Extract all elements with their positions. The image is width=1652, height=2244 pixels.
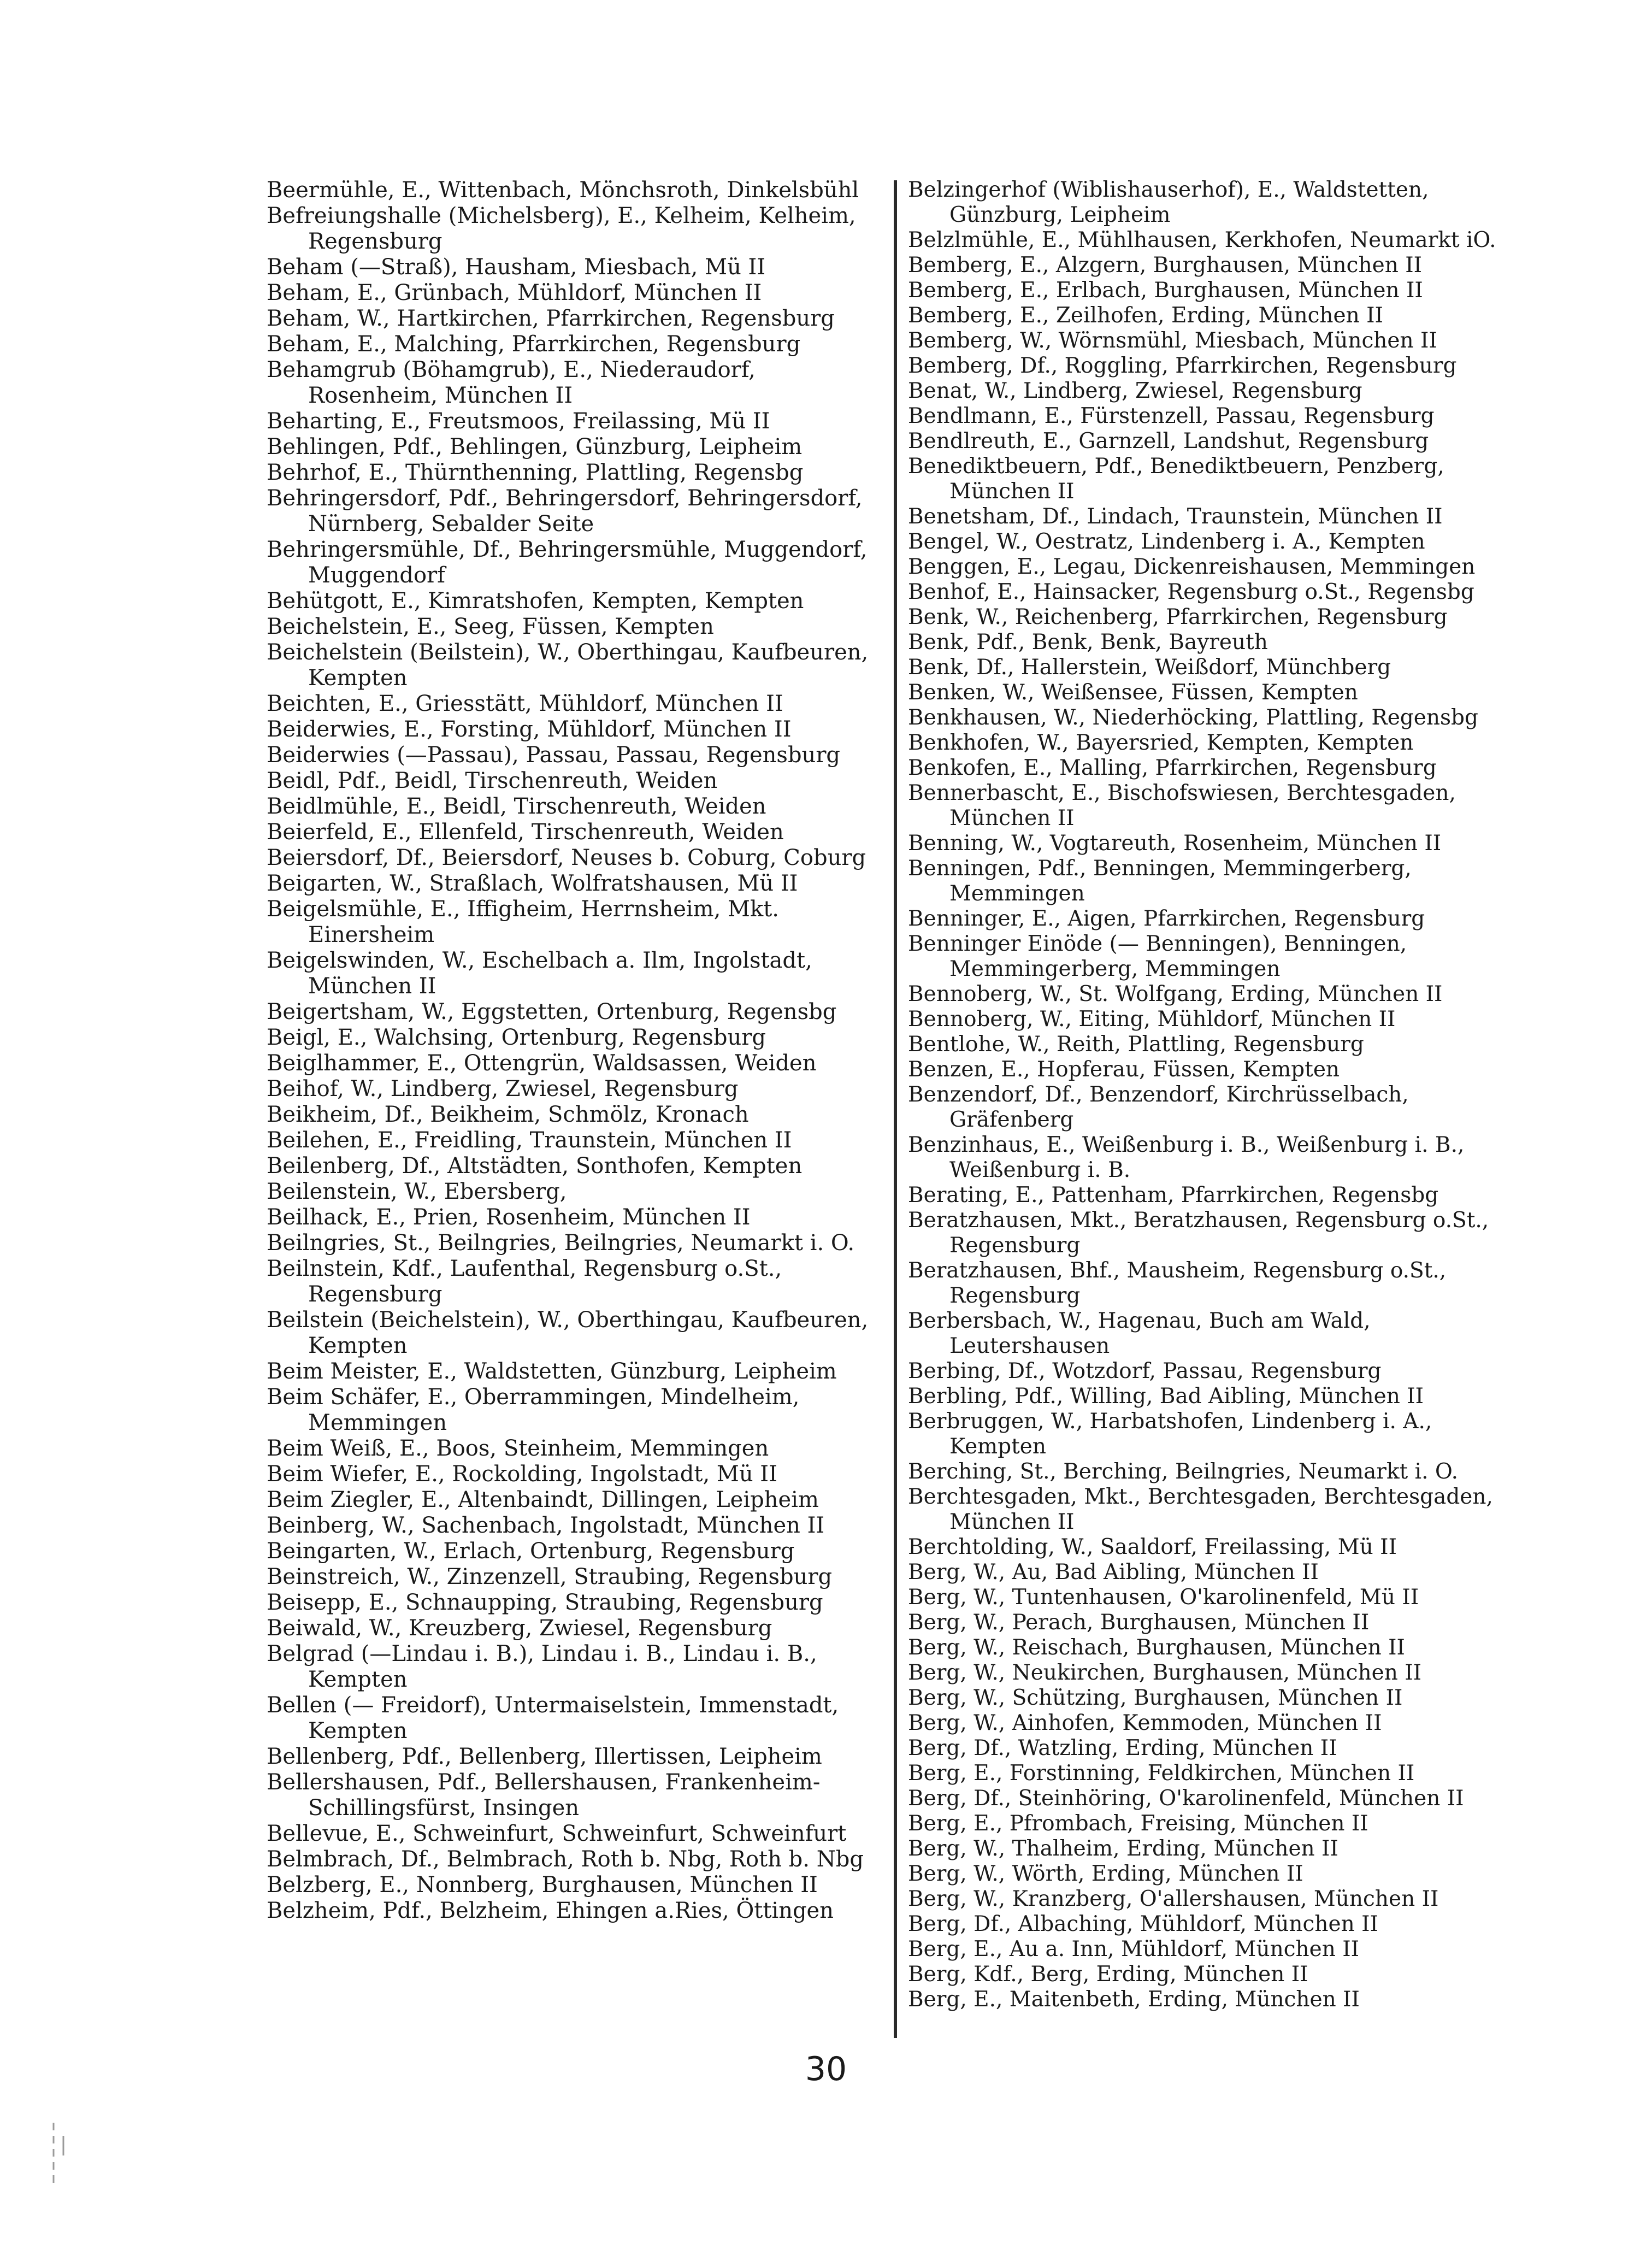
index-entry: Beilngries, St., Beilngries, Beilngries, Neumarkt i. O. xyxy=(267,1230,855,1256)
index-entry: Beinberg, W., Sachenbach, Ingolstadt, München II xyxy=(267,1513,825,1538)
index-entry: Berg, W., Ainhofen, Kemmoden, München II xyxy=(908,1711,1382,1735)
index-entry: Berbling, Pdf., Willing, Bad Aibling, München II xyxy=(908,1384,1424,1409)
index-entry: Bemberg, E., Alzgern, Burghausen, München II xyxy=(908,253,1423,278)
index-entry: Beiersdorf, Df., Beiersdorf, Neuses b. Coburg, Coburg xyxy=(267,845,866,870)
index-entry: Benningen, Pdf., Benningen, Memmingerberg, Memmingen xyxy=(908,856,1412,906)
index-entry: Berg, W., Tuntenhausen, O'karolinenfeld, Mü II xyxy=(908,1585,1419,1610)
index-entry: Benken, W., Weißensee, Füssen, Kempten xyxy=(908,680,1358,705)
index-entry: Beratzhausen, Bhf., Mausheim, Regensburg o.St., Regensburg xyxy=(908,1258,1447,1308)
index-entry: Beingarten, W., Erlach, Ortenburg, Regensburg xyxy=(267,1539,795,1564)
right-column xyxy=(908,178,1525,2012)
index-entry: Beigarten, W., Straßlach, Wolfratshausen, Mü II xyxy=(267,871,798,896)
column-divider xyxy=(894,180,897,2038)
index-entry: Beichelstein (Beilstein), W., Oberthingau, Kaufbeuren, Kempten xyxy=(267,640,869,691)
index-entry: Beidl, Pdf., Beidl, Tirschenreuth, Weiden xyxy=(267,768,718,793)
binding-marks xyxy=(50,2123,72,2183)
index-entry: Berg, E., Au a. Inn, Mühldorf, München II xyxy=(908,1937,1360,1962)
index-entry: Befreiungshalle (Michelsberg), E., Kelheim, Kelheim, Regensburg xyxy=(267,203,856,254)
index-entry: Berching, St., Berching, Beilngries, Neumarkt i. O. xyxy=(908,1459,1458,1484)
index-entry: Beham, W., Hartkirchen, Pfarrkirchen, Regensburg xyxy=(267,306,835,331)
index-entry: Berbersbach, W., Hagenau, Buch am Wald, Leutershausen xyxy=(908,1309,1371,1358)
index-entry: Beisepp, E., Schnaupping, Straubing, Regensburg xyxy=(267,1590,823,1615)
index-entry: Behringersmühle, Df., Behringersmühle, Muggendorf, Muggendorf xyxy=(267,537,868,588)
index-entry: Berg, W., Thalheim, Erding, München II xyxy=(908,1836,1338,1861)
index-entry: Berg, W., Neukirchen, Burghausen, München II xyxy=(908,1660,1422,1685)
index-entry: Belzingerhof (Wiblishauserhof), E., Waldstetten, Günzburg, Leipheim xyxy=(908,178,1429,227)
index-entry: Behütgott, E., Kimratshofen, Kempten, Kempten xyxy=(267,588,804,614)
index-entry: Bentlohe, W., Reith, Plattling, Regensburg xyxy=(908,1032,1364,1057)
index-entry: Berchtesgaden, Mkt., Berchtesgaden, Berchtesgaden, München II xyxy=(908,1485,1493,1534)
index-entry: Benediktbeuern, Pdf., Benediktbeuern, Penzberg, München II xyxy=(908,454,1444,504)
index-entry: Bennerbascht, E., Bischofswiesen, Berchtesgaden, München II xyxy=(908,781,1456,831)
index-entry: Behringersdorf, Pdf., Behringersdorf, Behringersdorf, Nürnberg, Sebalder Seite xyxy=(267,486,863,537)
index-entry: Benzen, E., Hopferau, Füssen, Kempten xyxy=(908,1057,1340,1082)
left-column xyxy=(267,178,880,1924)
index-entry: Benkofen, E., Malling, Pfarrkirchen, Regensburg xyxy=(908,756,1437,780)
index-entry: Bemberg, E., Erlbach, Burghausen, München II xyxy=(908,278,1423,303)
index-entry: Beierfeld, E., Ellenfeld, Tirschenreuth, Weiden xyxy=(267,820,784,845)
index-entry: Bemberg, Df., Roggling, Pfarrkirchen, Regensburg xyxy=(908,354,1457,378)
index-entry: Benk, Pdf., Benk, Benk, Bayreuth xyxy=(908,630,1268,655)
index-entry: Beilehen, E., Freidling, Traunstein, München II xyxy=(267,1128,792,1153)
index-entry: Berg, Kdf., Berg, Erding, München II xyxy=(908,1962,1308,1987)
index-entry: Behrhof, E., Thürnthenning, Plattling, Regensbg xyxy=(267,460,804,485)
index-entry: Benkhausen, W., Niederhöcking, Plattling, Regensbg xyxy=(908,705,1478,730)
page-number: 30 xyxy=(805,2050,847,2088)
index-entry: Benzendorf, Df., Benzendorf, Kirchrüsselbach, Gräfenberg xyxy=(908,1082,1409,1132)
index-entry: Berg, Df., Watzling, Erding, München II xyxy=(908,1736,1337,1760)
index-entry: Beilnstein, Kdf., Laufenthal, Regensburg o.St., Regensburg xyxy=(267,1256,782,1307)
index-entry: Bellershausen, Pdf., Bellershausen, Frankenheim-Schillingsfürst, Insingen xyxy=(267,1770,821,1821)
index-entry: Benat, W., Lindberg, Zwiesel, Regensburg xyxy=(908,379,1362,403)
index-entry: Beigelsmühle, E., Iffigheim, Herrnsheim, Mkt. Einersheim xyxy=(267,897,780,947)
index-entry: Beichten, E., Griesstätt, Mühldorf, München II xyxy=(267,691,783,716)
index-entry: Beigl, E., Walchsing, Ortenburg, Regensburg xyxy=(267,1025,766,1050)
index-entry: Benggen, E., Legau, Dickenreishausen, Memmingen xyxy=(908,555,1476,579)
index-entry: Beim Ziegler, E., Altenbaindt, Dillingen, Leipheim xyxy=(267,1487,819,1512)
index-entry: Berg, E., Maitenbeth, Erding, München II xyxy=(908,1987,1360,2012)
index-entry: Beilenberg, Df., Altstädten, Sonthofen, Kempten xyxy=(267,1153,803,1179)
index-entry: Belzlmühle, E., Mühlhausen, Kerkhofen, Neumarkt iO. xyxy=(908,228,1496,252)
index-entry: Beim Wiefer, E., Rockolding, Ingolstadt, Mü II xyxy=(267,1462,777,1487)
index-entry: Benetsham, Df., Lindach, Traunstein, München II xyxy=(908,504,1443,529)
index-entry: Berg, W., Schützing, Burghausen, München II xyxy=(908,1686,1403,1710)
index-entry: Beratzhausen, Mkt., Beratzhausen, Regensburg o.St., Regensburg xyxy=(908,1208,1489,1258)
index-entry: Beermühle, E., Wittenbach, Mönchsroth, Dinkelsbühl xyxy=(267,178,859,203)
index-entry: Beham (—Straß), Hausham, Miesbach, Mü II xyxy=(267,255,766,280)
index-entry: Beilhack, E., Prien, Rosenheim, München II xyxy=(267,1205,751,1230)
index-entry: Benkhofen, W., Bayersried, Kempten, Kempten xyxy=(908,731,1414,755)
index-entry: Benning, W., Vogtareuth, Rosenheim, München II xyxy=(908,831,1442,856)
index-entry: Beiderwies, E., Forsting, Mühldorf, München II xyxy=(267,717,792,742)
index-entry: Bennoberg, W., Eiting, Mühldorf, München II xyxy=(908,1007,1396,1032)
index-entry: Belzheim, Pdf., Belzheim, Ehingen a.Ries, Öttingen xyxy=(267,1898,834,1923)
index-entry: Beham, E., Grünbach, Mühldorf, München II xyxy=(267,280,762,305)
index-entry: Belmbrach, Df., Belmbrach, Roth b. Nbg, Roth b. Nbg xyxy=(267,1847,864,1872)
index-entry: Berating, E., Pattenham, Pfarrkirchen, Regensbg xyxy=(908,1183,1439,1208)
index-entry: Bellen (— Freidorf), Untermaiselstein, Immenstadt, Kempten xyxy=(267,1693,839,1744)
index-entry: Beigelswinden, W., Eschelbach a. Ilm, Ingolstadt, München II xyxy=(267,948,812,999)
index-entry: Bellenberg, Pdf., Bellenberg, Illertissen, Leipheim xyxy=(267,1744,822,1769)
index-entry: Beinstreich, W., Zinzenzell, Straubing, Regensburg xyxy=(267,1564,833,1589)
index-entry: Berg, E., Forstinning, Feldkirchen, München II xyxy=(908,1761,1415,1786)
index-entry: Benninger Einöde (— Benningen), Benningen, Memmingerberg, Memmingen xyxy=(908,932,1407,981)
index-entry: Bennoberg, W., St. Wolfgang, Erding, München II xyxy=(908,982,1443,1006)
index-entry: Beilenstein, W., Ebersberg, xyxy=(267,1179,567,1204)
index-entry: Benninger, E., Aigen, Pfarrkirchen, Regensburg xyxy=(908,906,1425,931)
index-entry: Bendlmann, E., Fürstenzell, Passau, Regensburg xyxy=(908,404,1435,428)
index-entry: Benzinhaus, E., Weißenburg i. B., Weißenburg i. B., Weißenburg i. B. xyxy=(908,1133,1465,1182)
index-entry: Berbing, Df., Wotzdorf, Passau, Regensburg xyxy=(908,1359,1382,1383)
index-entry: Beiglhammer, E., Ottengrün, Waldsassen, Weiden xyxy=(267,1051,817,1076)
index-entry: Beim Weiß, E., Boos, Steinheim, Memmingen xyxy=(267,1436,769,1461)
index-entry: Berg, Df., Albaching, Mühldorf, München II xyxy=(908,1912,1378,1936)
index-entry: Belgrad (—Lindau i. B.), Lindau i. B., Lindau i. B., Kempten xyxy=(267,1641,817,1692)
index-entry: Beichelstein, E., Seeg, Füssen, Kempten xyxy=(267,614,714,639)
index-entry: Beiderwies (—Passau), Passau, Passau, Regensburg xyxy=(267,743,841,768)
index-entry: Berbruggen, W., Harbatshofen, Lindenberg i. A., Kempten xyxy=(908,1409,1432,1459)
index-entry: Beigertsham, W., Eggstetten, Ortenburg, Regensbg xyxy=(267,999,837,1024)
index-entry: Beilstein (Beichelstein), W., Oberthingau, Kaufbeuren, Kempten xyxy=(267,1307,869,1358)
index-entry: Bemberg, W., Wörnsmühl, Miesbach, München II xyxy=(908,328,1437,353)
index-entry: Bemberg, E., Zeilhofen, Erding, München II xyxy=(908,303,1383,328)
index-entry: Belzberg, E., Nonnberg, Burghausen, München II xyxy=(267,1872,818,1898)
index-entry: Berg, W., Wörth, Erding, München II xyxy=(908,1862,1303,1886)
index-entry: Beiwald, W., Kreuzberg, Zwiesel, Regensburg xyxy=(267,1616,772,1641)
index-entry: Benhof, E., Hainsacker, Regensburg o.St., Regensbg xyxy=(908,580,1474,604)
index-entry: Beharting, E., Freutsmoos, Freilassing, Mü II xyxy=(267,409,770,434)
index-entry: Beidlmühle, E., Beidl, Tirschenreuth, Weiden xyxy=(267,794,766,819)
index-entry: Berg, E., Pfrombach, Freising, München II xyxy=(908,1811,1368,1836)
index-entry: Beham, E., Malching, Pfarrkirchen, Regensburg xyxy=(267,332,801,357)
index-entry: Bellevue, E., Schweinfurt, Schweinfurt, Schweinfurt xyxy=(267,1821,847,1846)
index-entry: Berg, Df., Steinhöring, O'karolinenfeld, München II xyxy=(908,1786,1464,1811)
index-entry: Beikheim, Df., Beikheim, Schmölz, Kronach xyxy=(267,1102,749,1127)
index-entry: Berg, W., Kranzberg, O'allershausen, München II xyxy=(908,1887,1439,1911)
index-entry: Berg, W., Au, Bad Aibling, München II xyxy=(908,1560,1319,1585)
index-entry: Beim Meister, E., Waldstetten, Günzburg, Leipheim xyxy=(267,1359,837,1384)
index-entry: Beihof, W., Lindberg, Zwiesel, Regensburg xyxy=(267,1076,739,1102)
index-entry: Beim Schäfer, E., Oberrammingen, Mindelheim, Memmingen xyxy=(267,1385,800,1435)
index-entry: Berchtolding, W., Saaldorf, Freilassing, Mü II xyxy=(908,1535,1397,1559)
index-entry: Bengel, W., Oestratz, Lindenberg i. A., Kempten xyxy=(908,529,1425,554)
index-entry: Benk, W., Reichenberg, Pfarrkirchen, Regensburg xyxy=(908,605,1448,629)
index-entry: Berg, W., Perach, Burghausen, München II xyxy=(908,1610,1370,1635)
index-entry: Berg, W., Reischach, Burghausen, München II xyxy=(908,1635,1405,1660)
index-entry: Behlingen, Pdf., Behlingen, Günzburg, Leipheim xyxy=(267,434,803,460)
index-entry: Behamgrub (Böhamgrub), E., Niederaudorf, Rosenheim, München II xyxy=(267,357,756,408)
index-entry: Bendlreuth, E., Garnzell, Landshut, Regensburg xyxy=(908,429,1429,453)
index-entry: Benk, Df., Hallerstein, Weißdorf, Münchberg xyxy=(908,655,1391,680)
